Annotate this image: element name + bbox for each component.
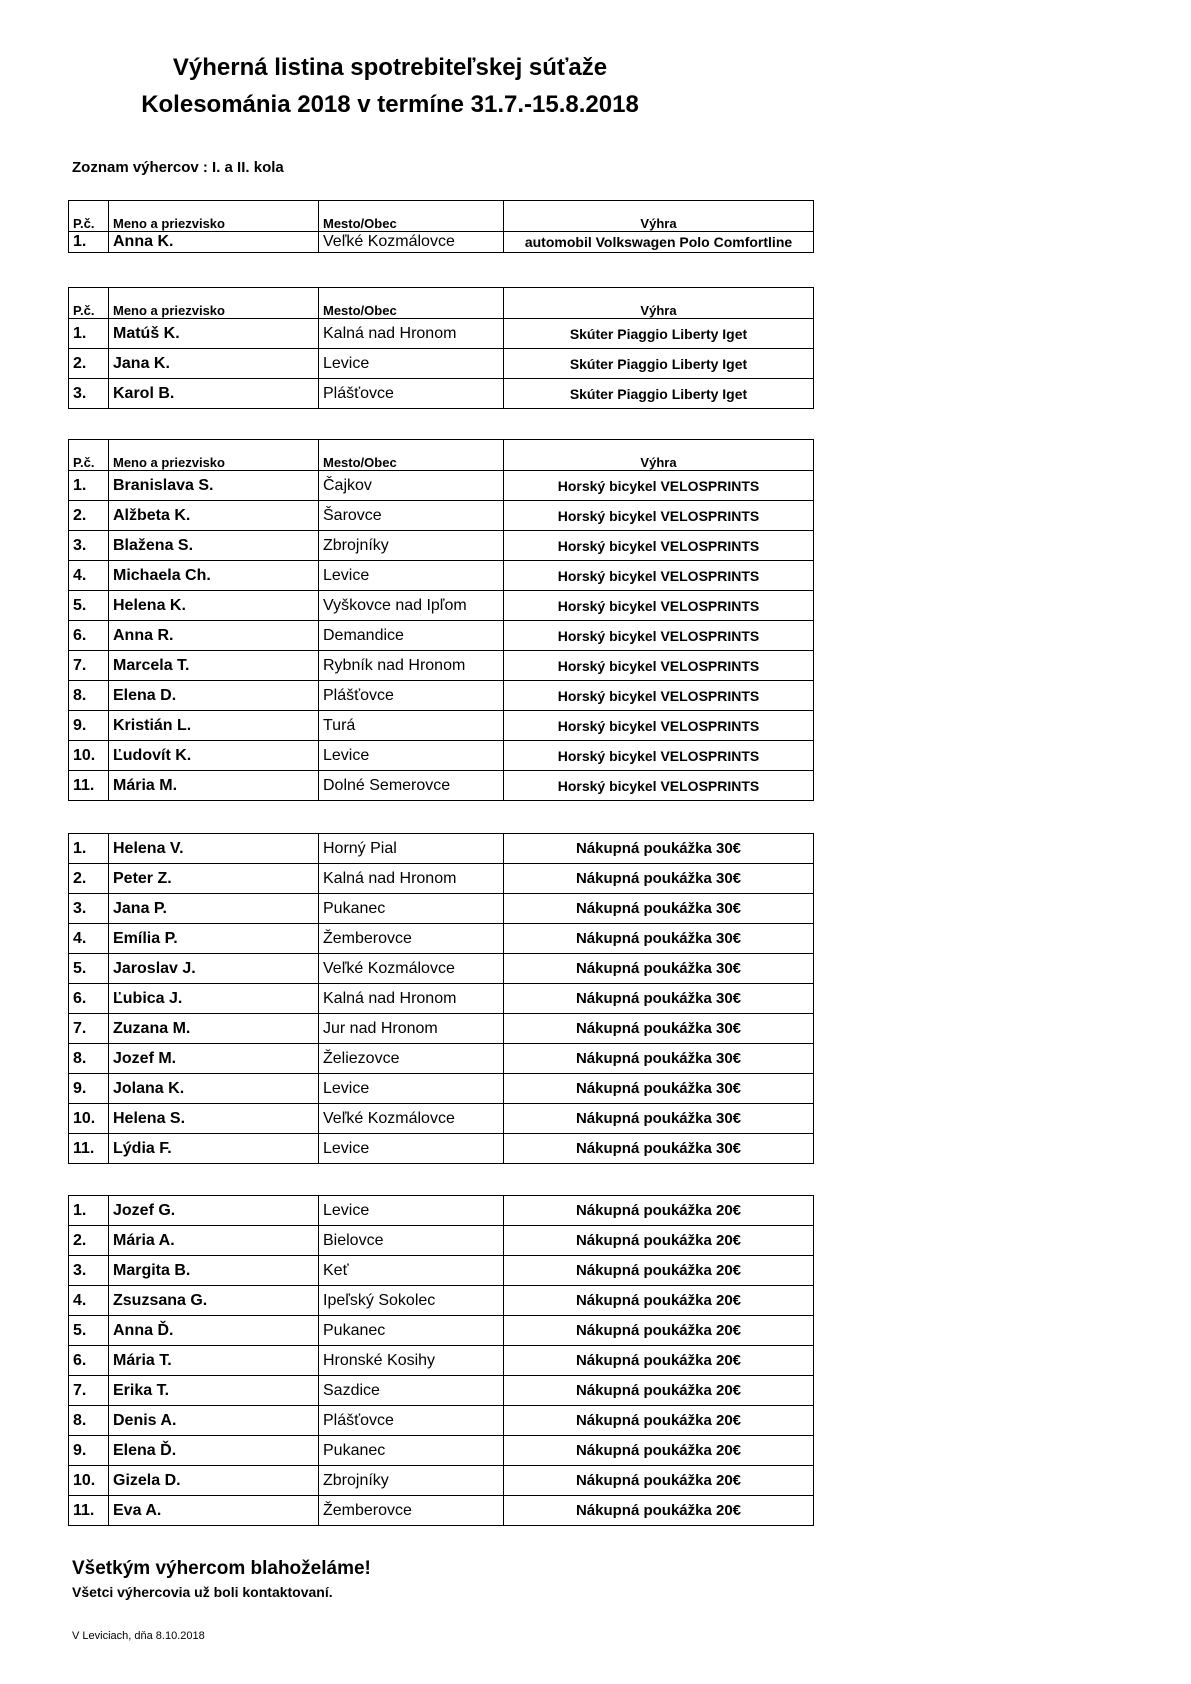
winner-name: Denis A.: [109, 1406, 319, 1436]
winner-city: Pukanec: [319, 1436, 504, 1466]
winner-number: 6.: [69, 984, 109, 1014]
winner-number: 9.: [69, 1436, 109, 1466]
table-header-row: [69, 201, 814, 232]
winner-city: Žemberovce: [319, 1496, 504, 1526]
winner-number: 4.: [69, 561, 109, 591]
winner-number: 8.: [69, 1044, 109, 1074]
winner-city: Levice: [319, 349, 504, 379]
winner-city: Horný Pial: [319, 834, 504, 864]
winner-prize: Nákupná poukážka 30€: [504, 864, 814, 894]
winner-prize: Nákupná poukážka 30€: [504, 834, 814, 864]
winner-name: Helena V.: [109, 834, 319, 864]
winner-city: Šarovce: [319, 501, 504, 531]
winner-number: 5.: [69, 1316, 109, 1346]
table-row: [69, 621, 814, 651]
header-prize: Výhra: [504, 288, 814, 319]
winner-prize: Nákupná poukážka 20€: [504, 1286, 814, 1316]
winner-city: Kalná nad Hronom: [319, 319, 504, 349]
winner-prize: Nákupná poukážka 20€: [504, 1436, 814, 1466]
winner-name: Anna Ď.: [109, 1316, 319, 1346]
table-row: [69, 741, 814, 771]
winner-number: 7.: [69, 651, 109, 681]
winner-prize: Skúter Piaggio Liberty Iget: [504, 379, 814, 409]
winner-city: Kalná nad Hronom: [319, 864, 504, 894]
winner-name: Matúš K.: [109, 319, 319, 349]
winner-city: Jur nad Hronom: [319, 1014, 504, 1044]
winner-prize: Horský bicykel VELOSPRINTS: [504, 771, 814, 801]
winner-prize: Nákupná poukážka 30€: [504, 1134, 814, 1164]
winner-city: Sazdice: [319, 1376, 504, 1406]
table-row: [69, 954, 814, 984]
winner-prize: Horský bicykel VELOSPRINTS: [504, 501, 814, 531]
document-title-line-1: Výherná listina spotrebiteľskej súťaže: [172, 54, 608, 81]
winner-name: Mária T.: [109, 1346, 319, 1376]
winner-number: 8.: [69, 1406, 109, 1436]
header-city: Mesto/Obec: [319, 288, 504, 319]
winner-prize: Skúter Piaggio Liberty Iget: [504, 319, 814, 349]
table-row: [69, 1406, 814, 1436]
winners-table-voucher-30: [68, 833, 814, 1164]
winner-city: Demandice: [319, 621, 504, 651]
header-number: P.č.: [69, 201, 109, 232]
table-row: [69, 1044, 814, 1074]
winner-name: Zsuzsana G.: [109, 1286, 319, 1316]
winner-name: Marcela T.: [109, 651, 319, 681]
winner-city: Keť: [319, 1256, 504, 1286]
winner-city: Veľké Kozmálovce: [319, 954, 504, 984]
winner-city: Rybník nad Hronom: [319, 651, 504, 681]
winner-city: Plášťovce: [319, 1406, 504, 1436]
winner-city: Vyškovce nad Ipľom: [319, 591, 504, 621]
winner-prize: Nákupná poukážka 20€: [504, 1346, 814, 1376]
winner-number: 2.: [69, 349, 109, 379]
table-row: [69, 771, 814, 801]
document-title-line-2: Kolesománia 2018 v termíne 31.7.-15.8.2018: [141, 91, 639, 118]
table-row: [69, 501, 814, 531]
winner-city: Ipeľský Sokolec: [319, 1286, 504, 1316]
winner-name: Helena K.: [109, 591, 319, 621]
table-row: [69, 1196, 814, 1226]
winner-prize: Horský bicykel VELOSPRINTS: [504, 711, 814, 741]
table-row: [69, 319, 814, 349]
table-row: [69, 984, 814, 1014]
winner-name: Michaela Ch.: [109, 561, 319, 591]
winner-number: 11.: [69, 771, 109, 801]
winner-name: Eva A.: [109, 1496, 319, 1526]
winner-prize: Horský bicykel VELOSPRINTS: [504, 651, 814, 681]
winner-name: Zuzana M.: [109, 1014, 319, 1044]
winner-name: Peter Z.: [109, 864, 319, 894]
header-prize: Výhra: [504, 201, 814, 232]
winner-name: Blažena S.: [109, 531, 319, 561]
winner-number: 9.: [69, 711, 109, 741]
winner-prize: Horský bicykel VELOSPRINTS: [504, 591, 814, 621]
winner-number: 1.: [69, 834, 109, 864]
table-row: [69, 1436, 814, 1466]
header-city: Mesto/Obec: [319, 440, 504, 471]
winner-number: 5.: [69, 954, 109, 984]
header-name: Meno a priezvisko: [109, 201, 319, 232]
winner-name: Anna R.: [109, 621, 319, 651]
winner-prize: Nákupná poukážka 30€: [504, 894, 814, 924]
winner-number: 1.: [69, 319, 109, 349]
winner-number: 7.: [69, 1376, 109, 1406]
winner-number: 11.: [69, 1134, 109, 1164]
winner-city: Kalná nad Hronom: [319, 984, 504, 1014]
header-city: Mesto/Obec: [319, 201, 504, 232]
table-row: [69, 591, 814, 621]
winner-prize: Nákupná poukážka 20€: [504, 1406, 814, 1436]
table-row: [69, 471, 814, 501]
winner-number: 3.: [69, 379, 109, 409]
table-row: [69, 1014, 814, 1044]
winner-name: Erika T.: [109, 1376, 319, 1406]
table-row: [69, 924, 814, 954]
winner-prize: Nákupná poukážka 30€: [504, 1104, 814, 1134]
winner-name: Gizela D.: [109, 1466, 319, 1496]
winner-number: 3.: [69, 1256, 109, 1286]
winner-prize: Nákupná poukážka 30€: [504, 924, 814, 954]
table-row: [69, 349, 814, 379]
winner-city: Žemberovce: [319, 924, 504, 954]
winner-name: Elena Ď.: [109, 1436, 319, 1466]
winner-name: Kristián L.: [109, 711, 319, 741]
winners-table-bicycle: [68, 439, 814, 801]
winner-city: Pukanec: [319, 894, 504, 924]
winner-prize: Horský bicykel VELOSPRINTS: [504, 471, 814, 501]
winner-city: Dolné Semerovce: [319, 771, 504, 801]
winner-name: Jozef M.: [109, 1044, 319, 1074]
table-row: [69, 894, 814, 924]
place-and-date: V Leviciach, dňa 8.10.2018: [72, 1630, 205, 1642]
table-row: [69, 864, 814, 894]
winner-prize: Nákupná poukážka 20€: [504, 1466, 814, 1496]
winner-city: Levice: [319, 561, 504, 591]
winner-name: Margita B.: [109, 1256, 319, 1286]
winner-prize: automobil Volkswagen Polo Comfortline: [504, 232, 814, 253]
winner-number: 8.: [69, 681, 109, 711]
contacted-note: Všetci výhercovia už boli kontaktovaní.: [72, 1584, 333, 1600]
winner-name: Jana P.: [109, 894, 319, 924]
table-row: [69, 711, 814, 741]
winner-prize: Nákupná poukážka 30€: [504, 984, 814, 1014]
winner-city: Čajkov: [319, 471, 504, 501]
winner-number: 4.: [69, 1286, 109, 1316]
winner-prize: Nákupná poukážka 30€: [504, 1014, 814, 1044]
winner-name: Karol B.: [109, 379, 319, 409]
winner-number: 6.: [69, 1346, 109, 1376]
winner-city: Levice: [319, 1196, 504, 1226]
winner-prize: Horský bicykel VELOSPRINTS: [504, 561, 814, 591]
winner-prize: Horský bicykel VELOSPRINTS: [504, 741, 814, 771]
winner-city: Hronské Kosihy: [319, 1346, 504, 1376]
table-row: [69, 1466, 814, 1496]
table-row: [69, 1226, 814, 1256]
winner-city: Želiezovce: [319, 1044, 504, 1074]
winner-name: Jaroslav J.: [109, 954, 319, 984]
winner-city: Zbrojníky: [319, 531, 504, 561]
table-row: [69, 561, 814, 591]
table-row: [69, 834, 814, 864]
table-row: [69, 232, 814, 253]
winner-prize: Nákupná poukážka 20€: [504, 1226, 814, 1256]
winner-name: Alžbeta K.: [109, 501, 319, 531]
header-name: Meno a priezvisko: [109, 288, 319, 319]
winner-name: Ľubica J.: [109, 984, 319, 1014]
winner-prize: Nákupná poukážka 20€: [504, 1496, 814, 1526]
table-row: [69, 1256, 814, 1286]
winner-city: Zbrojníky: [319, 1466, 504, 1496]
winners-table-car: [68, 200, 814, 253]
winner-number: 10.: [69, 1104, 109, 1134]
winner-city: Levice: [319, 1134, 504, 1164]
winner-number: 10.: [69, 741, 109, 771]
winners-table-voucher-20: [68, 1195, 814, 1526]
winners-table-scooter: [68, 287, 814, 409]
header-prize: Výhra: [504, 440, 814, 471]
winner-number: 1.: [69, 471, 109, 501]
winner-number: 6.: [69, 621, 109, 651]
winner-number: 3.: [69, 531, 109, 561]
winner-number: 11.: [69, 1496, 109, 1526]
winner-prize: Horský bicykel VELOSPRINTS: [504, 531, 814, 561]
winner-name: Jozef G.: [109, 1196, 319, 1226]
winner-name: Anna K.: [109, 232, 319, 253]
winner-name: Ľudovít K.: [109, 741, 319, 771]
winner-city: Pukanec: [319, 1316, 504, 1346]
header-number: P.č.: [69, 440, 109, 471]
header-number: P.č.: [69, 288, 109, 319]
winner-number: 1.: [69, 232, 109, 253]
winner-name: Jolana K.: [109, 1074, 319, 1104]
winner-number: 10.: [69, 1466, 109, 1496]
winner-prize: Nákupná poukážka 20€: [504, 1256, 814, 1286]
table-row: [69, 1074, 814, 1104]
winner-prize: Nákupná poukážka 30€: [504, 1074, 814, 1104]
table-header-row: [69, 288, 814, 319]
winner-name: Mária M.: [109, 771, 319, 801]
table-row: [69, 681, 814, 711]
winner-prize: Horský bicykel VELOSPRINTS: [504, 681, 814, 711]
winner-number: 4.: [69, 924, 109, 954]
winner-name: Mária A.: [109, 1226, 319, 1256]
winner-name: Helena S.: [109, 1104, 319, 1134]
winner-prize: Nákupná poukážka 30€: [504, 1044, 814, 1074]
winner-number: 3.: [69, 894, 109, 924]
winner-city: Bielovce: [319, 1226, 504, 1256]
table-row: [69, 1376, 814, 1406]
winner-city: Plášťovce: [319, 379, 504, 409]
table-row: [69, 1104, 814, 1134]
winner-name: Elena D.: [109, 681, 319, 711]
table-row: [69, 1286, 814, 1316]
winner-number: 2.: [69, 1226, 109, 1256]
winner-number: 2.: [69, 501, 109, 531]
winner-prize: Horský bicykel VELOSPRINTS: [504, 621, 814, 651]
winner-city: Veľké Kozmálovce: [319, 232, 504, 253]
winner-city: Turá: [319, 711, 504, 741]
table-row: [69, 531, 814, 561]
winner-number: 2.: [69, 864, 109, 894]
table-row: [69, 1346, 814, 1376]
winner-prize: Nákupná poukážka 20€: [504, 1196, 814, 1226]
winner-number: 9.: [69, 1074, 109, 1104]
winner-prize: Nákupná poukážka 20€: [504, 1376, 814, 1406]
winner-name: Emília P.: [109, 924, 319, 954]
winner-name: Branislava S.: [109, 471, 319, 501]
winner-prize: Skúter Piaggio Liberty Iget: [504, 349, 814, 379]
table-header-row: [69, 440, 814, 471]
winner-city: Levice: [319, 1074, 504, 1104]
winner-city: Veľké Kozmálovce: [319, 1104, 504, 1134]
table-row: [69, 379, 814, 409]
winner-number: 1.: [69, 1196, 109, 1226]
table-row: [69, 1316, 814, 1346]
winner-city: Levice: [319, 741, 504, 771]
winner-prize: Nákupná poukážka 20€: [504, 1316, 814, 1346]
winners-list-subtitle: Zoznam výhercov : I. a II. kola: [72, 159, 284, 176]
table-row: [69, 1134, 814, 1164]
winner-prize: Nákupná poukážka 30€: [504, 954, 814, 984]
winner-name: Lýdia F.: [109, 1134, 319, 1164]
winner-name: Jana K.: [109, 349, 319, 379]
table-row: [69, 1496, 814, 1526]
table-row: [69, 651, 814, 681]
winner-number: 5.: [69, 591, 109, 621]
winner-number: 7.: [69, 1014, 109, 1044]
winner-city: Plášťovce: [319, 681, 504, 711]
header-name: Meno a priezvisko: [109, 440, 319, 471]
congratulations-message: Všetkým výhercom blahoželáme!: [72, 1558, 371, 1579]
